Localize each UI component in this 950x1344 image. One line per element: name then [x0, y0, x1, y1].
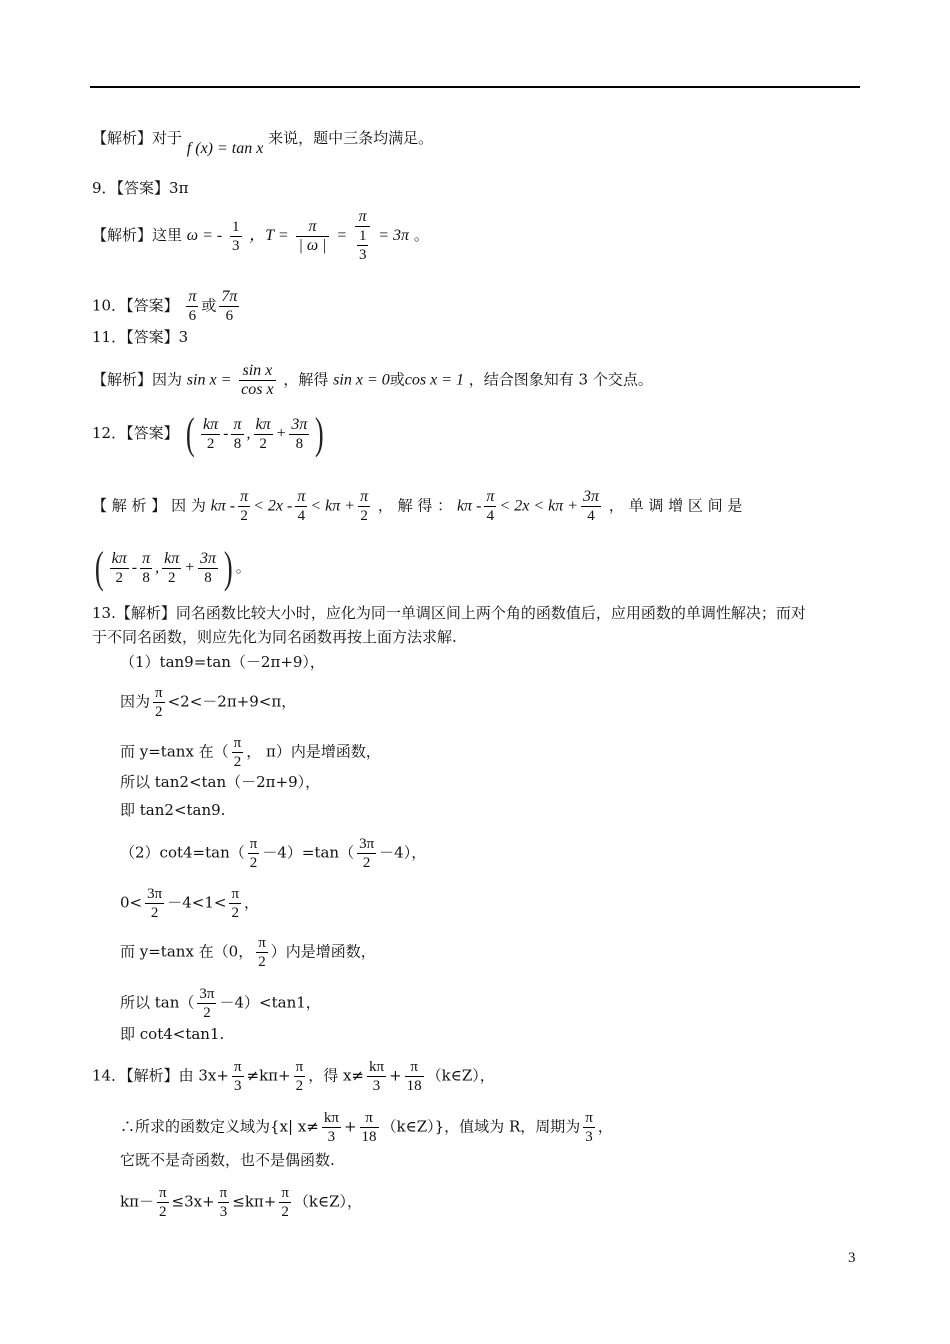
fraction: $\frac{\pi}{2}$ [258, 935, 266, 970]
omega: ω = - [186, 227, 223, 244]
q13-line-6: 所以 tan2<tan（－2π+9）， [120, 773, 321, 791]
period-T: ，T = [249, 227, 289, 244]
q13-line-1: 13.【解析】同名函数比较大小时，应化为同一单调区间上两个角的函数值后，应用函数的单调性解决；而对 [92, 604, 806, 622]
fraction: $\frac{\pi}{18}$ [406, 1059, 422, 1094]
fraction: $\frac{3\pi}{2}$ [147, 886, 163, 921]
right-paren: ) [315, 409, 325, 458]
fraction: $\frac{\pi}{2}$ [233, 735, 242, 770]
q13-line-3: （1）tan9=tan（－2π+9）， [120, 653, 325, 671]
q13-line-7: 即 tan2<tan9. [120, 801, 226, 819]
q13-line-4: 因为 $\frac{\pi}{2}$ <2<－2π+9<π， [120, 685, 297, 720]
q11-analysis [92, 362, 653, 399]
text: ，解得 [283, 370, 329, 389]
text: 或 [201, 296, 217, 315]
fraction: $\frac{\pi}{3}$ [233, 1059, 242, 1094]
q9-analysis [92, 208, 429, 264]
comma: , [155, 559, 160, 576]
fraction: $\frac{\pi}{\frac{1}{3}}$ [355, 208, 371, 264]
fraction: $\frac{k\pi}{2}$ [164, 549, 180, 586]
fraction: $\frac{\pi}{4}$ [297, 488, 306, 524]
fraction: $\frac{\pi}{2}$ [281, 1185, 289, 1220]
formula: sin x = [186, 371, 232, 389]
q13-line-5: 而 y=tanx 在（ $\frac{\pi}{2}$ ， π）内是增函数， [120, 735, 381, 770]
formula: f (x) = tan x [186, 140, 264, 157]
fraction: $\frac{k\pi}{2}$ [111, 549, 127, 586]
text: 或 [389, 370, 405, 389]
formula: < 2x - [253, 497, 293, 515]
q13-line-9: 0< $\frac{3\pi}{2}$ －4<1< $\frac{\pi}{2}$ ， [120, 886, 260, 921]
q12-answer [92, 409, 327, 458]
fraction: $\frac{\pi}{2}$ [360, 488, 369, 524]
fraction: $\frac{\pi}{2}$ [249, 836, 258, 871]
formula: < 2x < kπ + [499, 497, 579, 515]
right-paren: ) [223, 543, 233, 592]
text: ， 单 调 增 区 间 是 [608, 496, 743, 515]
result: = 3π [378, 227, 410, 244]
fraction: $\frac{k\pi}{2}$ [203, 415, 219, 452]
fraction: $\frac{\pi}{4}$ [486, 488, 495, 524]
fraction: $\frac{3\pi}{8}$ [200, 549, 217, 586]
equals: = [336, 227, 348, 244]
fraction: $\frac{1}{3}$ [232, 218, 240, 254]
fraction: $\frac{\pi}{2}$ [155, 685, 163, 720]
text: ， 解 得 ： [377, 496, 453, 515]
q13-line-12: 即 cot4<tan1. [120, 1025, 225, 1043]
fraction: $\frac{\pi}{2}$ [231, 886, 240, 921]
formula: cos x = 1 [404, 371, 464, 389]
fraction: $\frac{\pi}{3}$ [585, 1110, 593, 1145]
q11-answer: 11．【答案】3 [92, 328, 189, 346]
q13-line-2: 于不同名函数，则应先化为同名函数再按上面方法求解. [92, 628, 457, 646]
text: 【解析】这里 [92, 226, 183, 244]
page-number: 3 [848, 1250, 856, 1266]
operator: + [275, 425, 287, 442]
text: ，结合图象知有 3 个交点。 [468, 370, 653, 389]
fraction: $\frac{\pi}{2}$ [158, 1185, 167, 1220]
formula: sin x = 0 [333, 371, 390, 389]
q14-line-2: ∴所求的函数定义域为{x| x≠ $\frac{k\pi}{3}$ + $\frac{\pi}{18}$ （k∈Z）}，值域为 R，周期为 $\frac{\pi}{3}$ ， [120, 1110, 613, 1145]
operator: - [223, 425, 229, 442]
operator: - [131, 559, 138, 576]
q12-interval [92, 543, 251, 592]
q12-analysis [92, 488, 742, 525]
text: 【解析】因为 [92, 370, 183, 389]
fraction: $\frac{\pi}{2}$ [295, 1059, 304, 1094]
text: 12．【答案】 [92, 424, 179, 442]
text: 【解析】对于 [92, 129, 183, 147]
fraction: $\frac{3\pi}{2}$ [199, 986, 215, 1021]
header-rule [90, 86, 860, 88]
text: 。 [235, 558, 251, 576]
q14-line-1: 14．【解析】由 3x+ $\frac{\pi}{3}$ ≠kπ+ $\frac{\pi}{2}$ ，得 x≠ $\frac{k\pi}{3}$ + $\frac{\pi}{18}$ （k∈Z）， [92, 1059, 495, 1094]
fraction: $\frac{7\pi}{6}$ [221, 288, 238, 324]
fraction: $\frac{\pi}{| \omega |}$ [298, 217, 327, 254]
fraction: $\frac{\pi}{3}$ [219, 1185, 228, 1220]
text: 10．【答案】 [92, 296, 179, 315]
fraction: $\frac{3\pi}{2}$ [359, 836, 375, 871]
q13-line-8: （2）cot4=tan（ $\frac{\pi}{2}$ －4）=tan（ $\frac{3\pi}{2}$ －4）， [120, 836, 427, 871]
q13-line-11: 所以 tan（ $\frac{3\pi}{2}$ －4）<tan1， [120, 986, 321, 1021]
comma: , [246, 425, 251, 442]
left-paren: ( [186, 409, 196, 458]
text: 【 解 析 】 因 为 [92, 496, 206, 515]
fraction: $\frac{3\pi}{8}$ [291, 415, 308, 452]
fraction: $\frac{\pi}{18}$ [361, 1110, 377, 1145]
text: 来说，题中三条均满足。 [268, 129, 434, 147]
fraction: $\frac{\pi}{8}$ [142, 549, 151, 586]
fraction: $\frac{k\pi}{3}$ [323, 1110, 339, 1145]
q14-line-3: 它既不是奇函数，也不是偶函数. [120, 1151, 335, 1169]
q14-line-4: kπ－ $\frac{\pi}{2}$ ≤3x+ $\frac{\pi}{3}$ ≤kπ+ $\frac{\pi}{2}$ （k∈Z）， [120, 1185, 363, 1220]
fraction: $\frac{k\pi}{3}$ [368, 1059, 385, 1094]
fraction: $\frac{\text{sin x}}{\text{cos x}}$ [241, 362, 274, 398]
left-paren: ( [94, 543, 104, 592]
analysis-line-1 [92, 128, 434, 157]
fraction: $\frac{3\pi}{4}$ [583, 488, 600, 524]
text: 。 [413, 226, 429, 244]
operator: + [184, 559, 196, 576]
fraction: $\frac{\pi}{8}$ [233, 415, 242, 452]
formula: < kπ + [310, 497, 356, 515]
fraction: $\frac{\pi}{2}$ [240, 488, 249, 524]
fraction: $\frac{\pi}{6}$ [188, 288, 197, 324]
q10-answer [92, 288, 242, 325]
q9-answer: 9．【答案】3π [92, 179, 189, 197]
q13-line-10: 而 y=tanx 在（0， $\frac{\pi}{2}$ ）内是增函数， [120, 935, 376, 970]
formula: kπ - [456, 497, 482, 515]
formula: kπ - [210, 497, 236, 515]
fraction: $\frac{k\pi}{2}$ [255, 415, 271, 452]
